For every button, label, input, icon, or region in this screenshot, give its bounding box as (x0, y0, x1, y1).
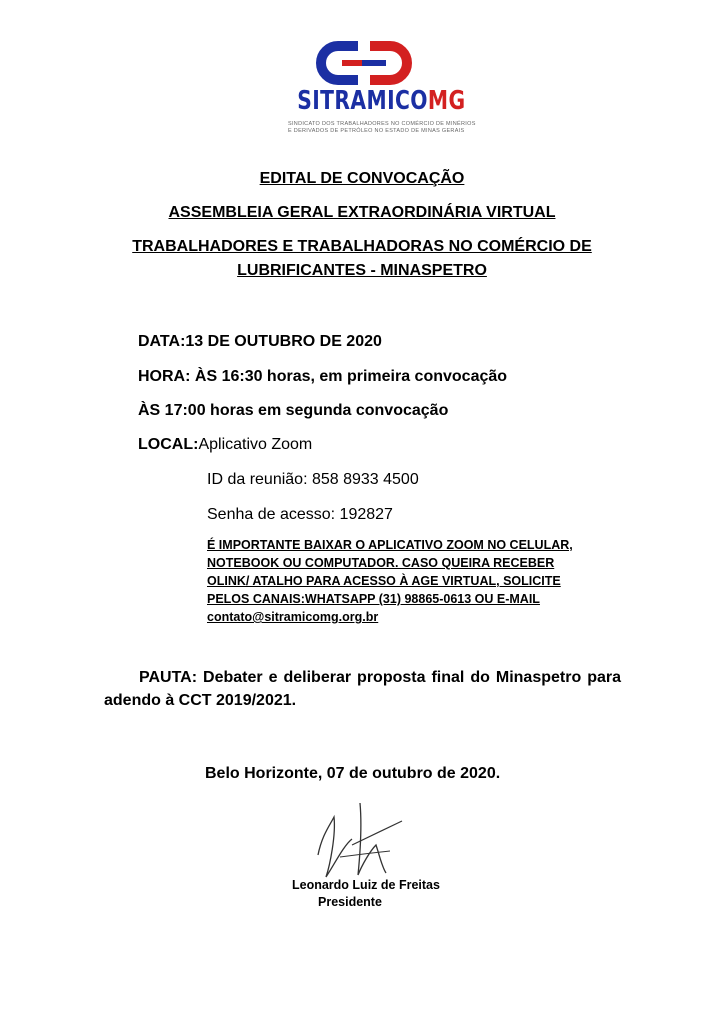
location-label: LOCAL: (138, 436, 199, 453)
edital-title: EDITAL DE CONVOCAÇÃO (259, 170, 465, 187)
signer-role: Presidente (318, 895, 382, 909)
location-value: Aplicativo Zoom (198, 436, 313, 453)
meeting-id: ID da reunião: 858 8933 4500 (207, 471, 419, 488)
notice-line2: NOTEBOOK OU COMPUTADOR. CASO QUEIRA RECEBER (207, 556, 555, 570)
time-value: ÀS 16:30 horas, em primeira convocação (194, 368, 508, 385)
second-call-time: ÀS 17:00 horas em segunda convocação (138, 402, 449, 419)
place-and-date: Belo Horizonte, 07 de outubro de 2020. (205, 765, 501, 782)
meeting-date: DATA:13 DE OUTUBRO DE 2020 (138, 333, 382, 350)
meeting-time (138, 367, 507, 387)
workers-title-line2: LUBRIFICANTES - MINASPETRO (237, 262, 487, 279)
notice-line1: É IMPORTANTE BAIXAR O APLICATIVO ZOOM NO CELULAR, (207, 538, 573, 552)
logo-name-part2: MG (427, 86, 466, 116)
time-label: HORA: (138, 368, 195, 385)
logo-name-part1: SITRAMICO (297, 86, 428, 116)
assembly-title: ASSEMBLEIA GERAL EXTRAORDINÁRIA VIRTUAL (168, 204, 556, 221)
signer-name: Leonardo Luiz de Freitas (292, 878, 440, 892)
logo-tagline-line2: E DERIVADOS DE PETRÓLEO NO ESTADO DE MINAS GERAIS (288, 128, 465, 134)
chain-link-logo-icon (314, 40, 414, 86)
logo-wordmark (297, 86, 466, 116)
handwritten-signature (300, 795, 410, 885)
notice-line3: OLINK/ ATALHO PARA ACESSO À AGE VIRTUAL, SOLICITE (207, 574, 561, 588)
agenda-paragraph: PAUTA: Debater e deliberar proposta final do Minaspetro para adendo à CCT 2019/2021. (104, 669, 621, 709)
meeting-location (138, 435, 312, 455)
contact-email: contato@sitramicomg.org.br (207, 610, 379, 624)
logo-tagline (288, 121, 476, 135)
notice-line4: PELOS CANAIS:WHATSAPP (31) 98865-0613 OU E-MAIL (207, 592, 540, 606)
zoom-notice (207, 536, 607, 626)
sitramicomg-logo (278, 40, 476, 140)
logo-tagline-line1: SINDICATO DOS TRABALHADORES NO COMÉRCIO DE MINÉRIOS (288, 121, 476, 127)
workers-title-line1: TRABALHADORES E TRABALHADORAS NO COMÉRCIO DE (132, 238, 592, 255)
meeting-password: Senha de acesso: 192827 (207, 506, 393, 523)
